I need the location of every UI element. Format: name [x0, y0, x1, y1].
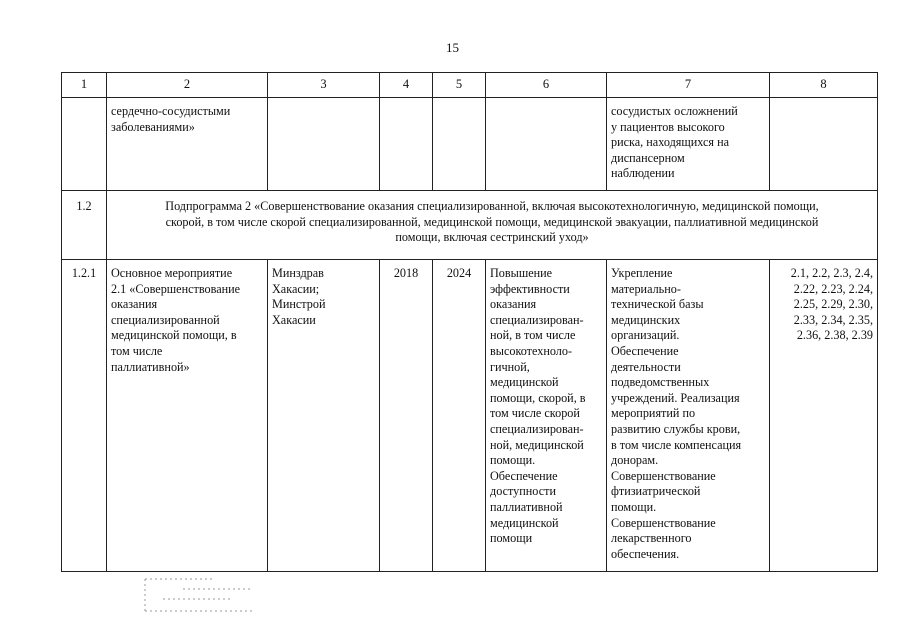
text-line: помощи — [490, 531, 533, 546]
text-line: помощи, включая сестринский уход» — [395, 230, 589, 245]
event-end-year: 2024 — [433, 260, 486, 572]
text-line: фтизиатрической — [611, 484, 701, 499]
continuation-row — [62, 98, 878, 191]
event-direction-cell — [607, 260, 770, 572]
text-line: ной, медицинской — [490, 437, 584, 452]
text-line: высокотехноло- — [490, 343, 573, 358]
text-line: том числе скорой — [490, 406, 580, 421]
text-line: помощи, скорой, в — [490, 390, 586, 405]
text-line: Хакасии — [272, 312, 316, 327]
text-line: мероприятий по — [611, 406, 696, 421]
text-line: специализированной — [111, 312, 220, 327]
text-line: сердечно-сосудистыми — [111, 104, 231, 118]
text-line: в том числе компенсация — [611, 437, 742, 452]
text-line: 2.22, 2.23, 2.24, — [793, 281, 873, 296]
text-line: наблюдении — [611, 166, 675, 181]
text-line: медицинской — [490, 515, 559, 530]
text-line: Минздрав — [272, 266, 324, 280]
text-line: оказания — [490, 297, 537, 312]
event-result-cell — [486, 260, 607, 572]
text-line: эффективности — [490, 281, 570, 296]
text-line: специализирован- — [490, 312, 584, 327]
continuation-end-cell — [433, 98, 486, 191]
text-line: у пациентов высокого — [611, 119, 725, 134]
text-line: Совершенствование — [611, 468, 716, 483]
text-line: оказания — [111, 297, 158, 312]
subprogram-row — [62, 191, 878, 260]
text-line: Минстрой — [272, 297, 326, 312]
header-cell-3: 3 — [268, 73, 380, 98]
text-line: деятельности — [611, 359, 681, 374]
text-line: 2.25, 2.29, 2.30, — [793, 297, 873, 312]
text-line: медицинской — [490, 375, 559, 390]
text-line: 2.36, 2.38, 2.39 — [796, 328, 873, 343]
event-number: 1.2.1 — [62, 260, 107, 572]
event-executor-cell — [268, 260, 380, 572]
text-line: 2.1 «Совершенствование — [111, 281, 241, 296]
continuation-direction-cell — [607, 98, 770, 191]
header-cell-7: 7 — [607, 73, 770, 98]
text-line: Совершенствование — [611, 515, 716, 530]
text-line: помощи. — [490, 453, 536, 468]
text-line: специализирован- — [490, 421, 584, 436]
header-cell-8: 8 — [770, 73, 878, 98]
text-line: гичной, — [490, 359, 530, 374]
page-number: 15 — [446, 40, 459, 55]
text-line: Повышение — [490, 266, 553, 280]
subprogram-title — [107, 191, 878, 260]
header-cell-4: 4 — [380, 73, 433, 98]
header-cell-2: 2 — [107, 73, 268, 98]
continuation-name-cell — [107, 98, 268, 191]
text-line: доступности — [490, 484, 556, 499]
program-table — [61, 72, 878, 572]
text-line: Укрепление — [611, 266, 673, 280]
event-row — [62, 260, 878, 572]
text-line: организаций. — [611, 328, 680, 343]
text-line: Обеспечение — [611, 343, 679, 358]
text-line: развитию службы крови, — [611, 421, 741, 436]
event-indicators-cell — [770, 260, 878, 572]
text-line: том числе — [111, 343, 163, 358]
text-line: Обеспечение — [490, 468, 558, 483]
text-line: 2.33, 2.34, 2.35, — [793, 312, 873, 327]
text-line: Подпрограмма 2 «Совершенствование оказания специализированной, включая высокотехнологичную, медицинской помощи, — [165, 199, 819, 213]
table-header-row — [62, 73, 878, 98]
text-line: диспансерном — [611, 150, 685, 165]
event-start-year: 2018 — [380, 260, 433, 572]
text-line: риска, находящихся на — [611, 135, 730, 150]
text-line: обеспечения. — [611, 546, 680, 561]
text-line: подведомственных — [611, 375, 710, 390]
text-line: паллиативной — [490, 499, 563, 514]
text-line: паллиативной» — [111, 359, 190, 374]
header-cell-5: 5 — [433, 73, 486, 98]
scan-stamp-mark — [143, 575, 255, 615]
header-cell-6: 6 — [486, 73, 607, 98]
subprogram-number: 1.2 — [62, 191, 107, 260]
continuation-start-cell — [380, 98, 433, 191]
text-line: помощи. — [611, 499, 657, 514]
text-line: Хакасии; — [272, 281, 320, 296]
text-line: сосудистых осложнений — [611, 104, 738, 118]
event-name-cell — [107, 260, 268, 572]
continuation-result-cell — [486, 98, 607, 191]
text-line: материально- — [611, 281, 681, 296]
continuation-num-cell — [62, 98, 107, 191]
text-line: заболеваниями» — [111, 119, 195, 134]
text-line: 2.1, 2.2, 2.3, 2.4, — [790, 266, 873, 280]
text-line: медицинской помощи, в — [111, 328, 237, 343]
text-line: скорой, в том числе скорой специализированной, медицинской помощи, медицинской эвакуации, паллиативной медицинской — [165, 214, 819, 229]
continuation-executor-cell — [268, 98, 380, 191]
text-line: медицинских — [611, 312, 681, 327]
text-line: лекарственного — [611, 531, 692, 546]
continuation-indicators-cell — [770, 98, 878, 191]
text-line: технической базы — [611, 297, 704, 312]
text-line: донорам. — [611, 453, 659, 468]
header-cell-1: 1 — [62, 73, 107, 98]
text-line: учреждений. Реализация — [611, 390, 740, 405]
text-line: ной, в том числе — [490, 328, 576, 343]
text-line: Основное мероприятие — [111, 266, 233, 280]
